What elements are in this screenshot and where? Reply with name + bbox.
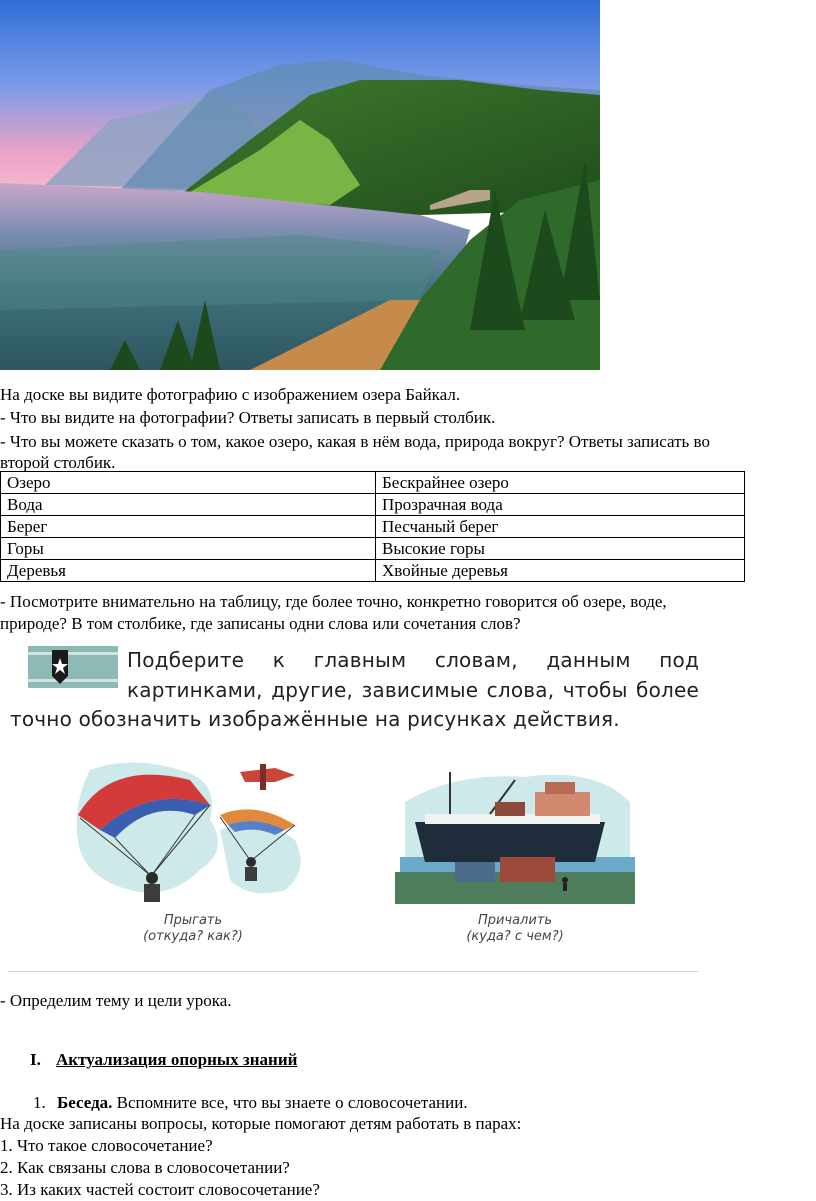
section-numeral: I. (30, 1050, 41, 1069)
task-marker-icon (28, 646, 118, 688)
table-row (1, 560, 745, 582)
table-cell: Берег (1, 516, 376, 538)
ship-illustration (395, 762, 635, 912)
lake-baikal-photo (0, 0, 600, 370)
table-cell: Вода (1, 494, 376, 516)
table-cell: Хвойные деревья (376, 560, 745, 582)
topic-line: - Определим тему и цели урока. (0, 991, 232, 1010)
caption-right-word: Причалить (477, 913, 553, 928)
question-1: 1. Что такое словосочетание? (0, 1136, 213, 1155)
caption-left-questions: (откуда? как?) (143, 929, 243, 944)
intro-line-3b: второй столбик. (0, 453, 116, 472)
item-body: Вспомните все, что вы знаете о словосочетании. (112, 1093, 468, 1112)
intro-line-1: На доске вы видите фотографию с изображением озера Байкал. (0, 385, 461, 404)
task-line-1: Подберите к главным словам, данным под (127, 648, 699, 672)
question-2: 2. Как связаны слова в словосочетании? (0, 1158, 290, 1177)
task-line-3: точно обозначить изображённые на рисунках действия. (10, 707, 620, 731)
board-line: На доске записаны вопросы, которые помогают детям работать в парах: (0, 1114, 522, 1133)
divider (8, 971, 698, 972)
task-line-2: картинками, другие, зависимые слова, чтобы более (127, 678, 699, 702)
words-table (0, 471, 745, 582)
caption-left-word: Прыгать (163, 913, 223, 928)
table-row (1, 516, 745, 538)
after-table-line-2: природе? В том столбике, где записаны одни слова или сочетания слов? (0, 614, 521, 633)
item-number: 1. (33, 1093, 46, 1112)
table-row (1, 472, 745, 494)
table-cell: Деревья (1, 560, 376, 582)
section-title: Актуализация опорных знаний (56, 1050, 298, 1069)
item-text (57, 1092, 468, 1113)
question-3: 3. Из каких частей состоит словосочетание? (0, 1180, 320, 1199)
intro-line-2: - Что вы видите на фотографии? Ответы записать в первый столбик. (0, 408, 496, 427)
table-cell: Песчаный берег (376, 516, 745, 538)
table-cell: Озеро (1, 472, 376, 494)
table-cell: Высокие горы (376, 538, 745, 560)
table-row (1, 538, 745, 560)
table-cell: Горы (1, 538, 376, 560)
intro-line-3a: - Что вы можете сказать о том, какое озеро, какая в нём вода, природа вокруг? Ответы записать во (0, 432, 710, 451)
item-bold-label: Беседа. (57, 1093, 113, 1112)
table-row (1, 494, 745, 516)
table-cell: Прозрачная вода (376, 494, 745, 516)
caption-right-questions: (куда? с чем?) (466, 929, 564, 944)
table-cell: Бескрайнее озеро (376, 472, 745, 494)
after-table-line-1: - Посмотрите внимательно на таблицу, где более точно, конкретно говорится об озере, воде, (0, 592, 667, 611)
parachute-illustration (70, 760, 320, 910)
